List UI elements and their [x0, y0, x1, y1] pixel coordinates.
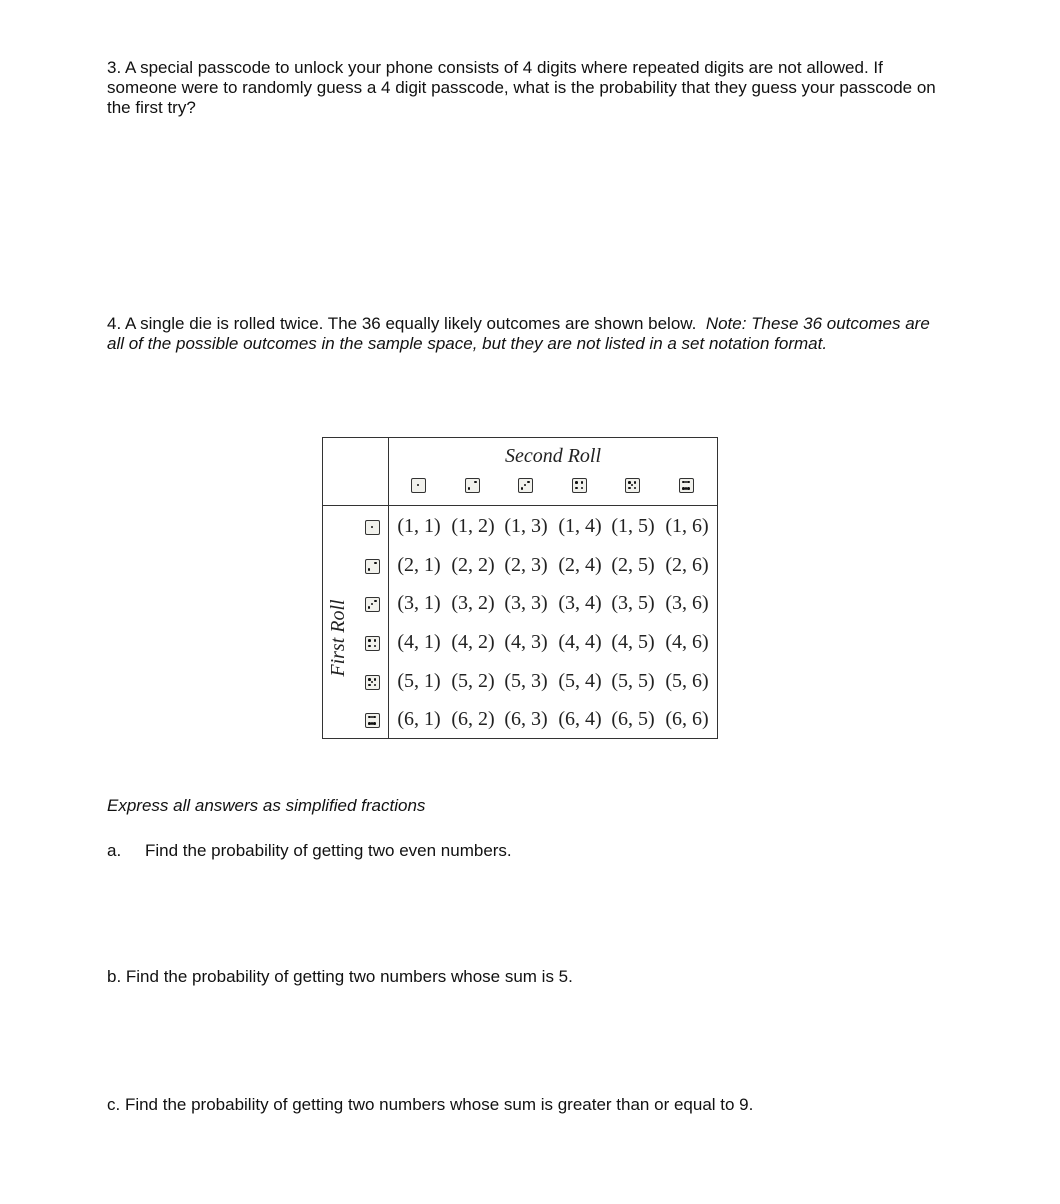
die-pip: [474, 481, 477, 484]
die-face-2-icon: [465, 478, 480, 493]
die-pip: [374, 645, 377, 648]
die-pip: [524, 484, 527, 487]
outcome-cell: (5, 1): [397, 670, 441, 692]
outcome-cell: (4, 3): [504, 631, 548, 653]
die-pip: [373, 716, 376, 719]
die-pip: [368, 645, 371, 648]
outcome-cell: (6, 5): [611, 708, 655, 730]
outcome-cell: (2, 1): [397, 554, 441, 576]
outcome-cell: (2, 6): [665, 554, 709, 576]
die-face-1-icon: [365, 520, 380, 535]
die-face-1-icon: [411, 478, 426, 493]
die-pip: [634, 481, 637, 484]
outcome-cell: (4, 4): [558, 631, 602, 653]
die-pip: [371, 603, 374, 606]
outcome-cell: (6, 6): [665, 708, 709, 730]
outcome-cell: (1, 2): [451, 515, 495, 537]
die-pip: [374, 600, 377, 603]
die-pip: [417, 484, 420, 487]
die-pip: [373, 722, 376, 725]
die-pip: [368, 639, 371, 642]
outcome-cell: (5, 6): [665, 670, 709, 692]
second-roll-label: Second Roll: [504, 445, 602, 467]
die-pip: [581, 487, 584, 490]
part-a-text: Find the probability of getting two even numbers.: [145, 841, 512, 860]
outcome-cell: (3, 2): [451, 592, 495, 614]
outcome-cell: (5, 3): [504, 670, 548, 692]
question-4-intro: 4. A single die is rolled twice. The 36 equally likely outcomes are shown below.: [107, 314, 697, 333]
die-pip: [521, 487, 524, 490]
outcome-cell: (4, 2): [451, 631, 495, 653]
die-pip: [374, 639, 377, 642]
die-pip: [374, 678, 377, 681]
question-4: [107, 314, 937, 354]
die-pip: [368, 606, 371, 609]
table-divider-horizontal: [323, 505, 717, 506]
outcome-cell: (6, 4): [558, 708, 602, 730]
die-pip: [374, 562, 377, 565]
die-pip: [634, 487, 637, 490]
outcome-cell: (1, 3): [504, 515, 548, 537]
outcome-cell: (1, 4): [558, 515, 602, 537]
die-face-5-icon: [365, 675, 380, 690]
dice-outcomes-table: [322, 437, 718, 739]
outcome-cell: (3, 5): [611, 592, 655, 614]
outcome-cell: (3, 3): [504, 592, 548, 614]
die-face-2-icon: [365, 559, 380, 574]
outcome-cell: (1, 6): [665, 515, 709, 537]
outcome-cell: (3, 6): [665, 592, 709, 614]
outcome-cell: (4, 6): [665, 631, 709, 653]
outcome-cell: (3, 4): [558, 592, 602, 614]
die-pip: [468, 487, 471, 490]
die-pip: [628, 487, 631, 490]
outcome-cell: (2, 4): [558, 554, 602, 576]
die-face-4-icon: [365, 636, 380, 651]
die-face-3-icon: [518, 478, 533, 493]
outcome-cell: (5, 5): [611, 670, 655, 692]
outcome-cell: (5, 4): [558, 670, 602, 692]
die-face-6-icon: [365, 713, 380, 728]
die-face-5-icon: [625, 478, 640, 493]
die-pip: [371, 681, 374, 684]
outcome-cell: (1, 1): [397, 515, 441, 537]
die-pip: [687, 487, 690, 490]
first-roll-label: First Roll: [327, 599, 349, 677]
die-face-4-icon: [572, 478, 587, 493]
outcome-cell: (2, 5): [611, 554, 655, 576]
question-4-note: Note: These 36 outcomes are all of the possible outcomes in the sample space, but they are not listed in a set notation format.: [107, 314, 930, 353]
die-pip: [527, 481, 530, 484]
outcome-cell: (2, 2): [451, 554, 495, 576]
outcome-cell: (6, 1): [397, 708, 441, 730]
die-pip: [575, 481, 578, 484]
die-face-6-icon: [679, 478, 694, 493]
die-pip: [371, 526, 374, 529]
part-a-label: a.: [107, 841, 122, 860]
die-pip: [575, 487, 578, 490]
part-a: [107, 841, 937, 861]
part-b: b. Find the probability of getting two numbers whose sum is 5.: [107, 967, 573, 986]
outcome-cell: (4, 5): [611, 631, 655, 653]
die-pip: [687, 481, 690, 484]
table-divider-vertical: [388, 438, 389, 738]
die-face-3-icon: [365, 597, 380, 612]
outcome-cell: (3, 1): [397, 592, 441, 614]
question-3: 3. A special passcode to unlock your phone consists of 4 digits where repeated digits are not allowed. If someone were to randomly guess a 4 digit passcode, what is the probability that they guess your passcode on the first try?: [107, 58, 936, 117]
die-pip: [368, 684, 371, 687]
part-c: c. Find the probability of getting two numbers whose sum is greater than or equal to 9.: [107, 1095, 754, 1114]
die-pip: [368, 568, 371, 571]
outcome-cell: (2, 3): [504, 554, 548, 576]
outcome-cell: (1, 5): [611, 515, 655, 537]
die-pip: [374, 684, 377, 687]
outcome-cell: (6, 2): [451, 708, 495, 730]
instructions: Express all answers as simplified fractions: [107, 796, 426, 815]
die-pip: [581, 481, 584, 484]
outcome-cell: (6, 3): [504, 708, 548, 730]
die-pip: [631, 484, 634, 487]
outcome-cell: (5, 2): [451, 670, 495, 692]
outcome-cell: (4, 1): [397, 631, 441, 653]
